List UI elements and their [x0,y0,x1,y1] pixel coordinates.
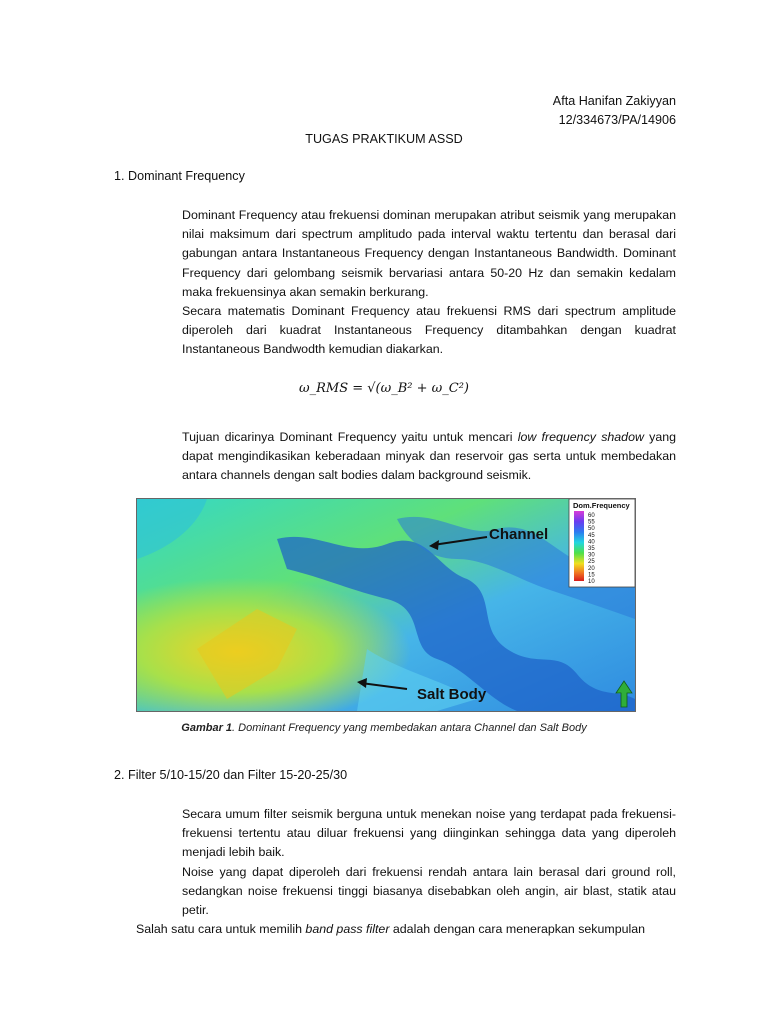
legend-tick-label: 20 [588,565,595,572]
rms-formula [0,381,768,396]
author-name: Afta Hanifan Zakiyyan [552,94,676,108]
legend-title: Dom.Frequency [573,501,630,510]
legend-tick-label: 40 [588,539,595,546]
frequency-legend [569,499,635,587]
student-id: 12/334673/PA/14906 [558,113,676,127]
paragraph: Dominant Frequency atau frekuensi dominan merupakan atribut seismik yang merupakan nilai maksimum dari spectrum amplitudo pada interval waktu tertentu dan berasal dari gabungan antara Instantaneous Frequency dengan Instantaneous Bandwidth. Dominant Frequency dari gelombang seismik bervariasi antara 50-20 Hz dan semakin kedalam maka frekuensinya akan semakin berkurang. [182,208,676,299]
legend-tick-label: 35 [588,546,595,552]
legend-tick-label: 10 [588,579,595,585]
legend-tick-label: 30 [588,552,595,559]
section-2-body [136,805,676,939]
section-2-heading: 2. Filter 5/10-15/20 dan Filter 15-20-25/30 [114,768,348,782]
document-title: TUGAS PRAKTIKUM ASSD [305,132,463,146]
seismic-map-image [137,499,635,711]
legend-tick-label: 15 [588,572,595,579]
channel-label: Channel [489,526,549,543]
section-1-heading: 1. Dominant Frequency [114,169,245,183]
legend-tick-label: 45 [588,532,595,539]
figure-caption: Gambar 1. Dominant Frequency yang membedakan antara Channel dan Salt Body [181,722,587,734]
paragraph: Noise yang dapat diperoleh dari frekuensi rendah antara lain berasal dari ground roll, sedangkan noise frekuensi tinggi biasanya disebabkan oleh angin, air blast, statik atau petir. [182,864,676,918]
paragraph: Tujuan dicarinya Dominant Frequency yaitu untuk mencari low frequency shadow yang dapat mengindikasikan keberadaan minyak dan reservoir gas serta untuk membedakan antara channels dengan salt bodies dalam background seismik. [182,430,677,483]
section-1-purpose [136,428,676,486]
salt-body-label: Salt Body [417,686,487,703]
formula-text: ω_RMS = √(ω_B² + ω_C²) [299,381,469,396]
legend-tick-label: 50 [588,526,595,533]
section-1-body [136,206,676,360]
legend-tick-label: 55 [588,519,595,526]
paragraph: Secara matematis Dominant Frequency atau frekuensi RMS dari spectrum amplitude diperoleh dari kuadrat Instantaneous Frequency ditambahkan dengan kuadrat Instantaneous Bandwodth kemudian diakarkan. [182,304,676,357]
dominant-frequency-figure [136,498,636,712]
legend-tick-label: 60 [588,513,595,519]
legend-tick-label: 25 [588,559,595,566]
paragraph: Secara umum filter seismik berguna untuk menekan noise yang terdapat pada frekuensi-frekuensi tertentu atau diluar frekuensi yang diinginkan sehingga data yang diperoleh menjadi lebih baik. [182,807,676,860]
paragraph: Salah satu cara untuk memilih band pass filter adalah dengan cara menerapkan sekumpulan [136,922,646,937]
